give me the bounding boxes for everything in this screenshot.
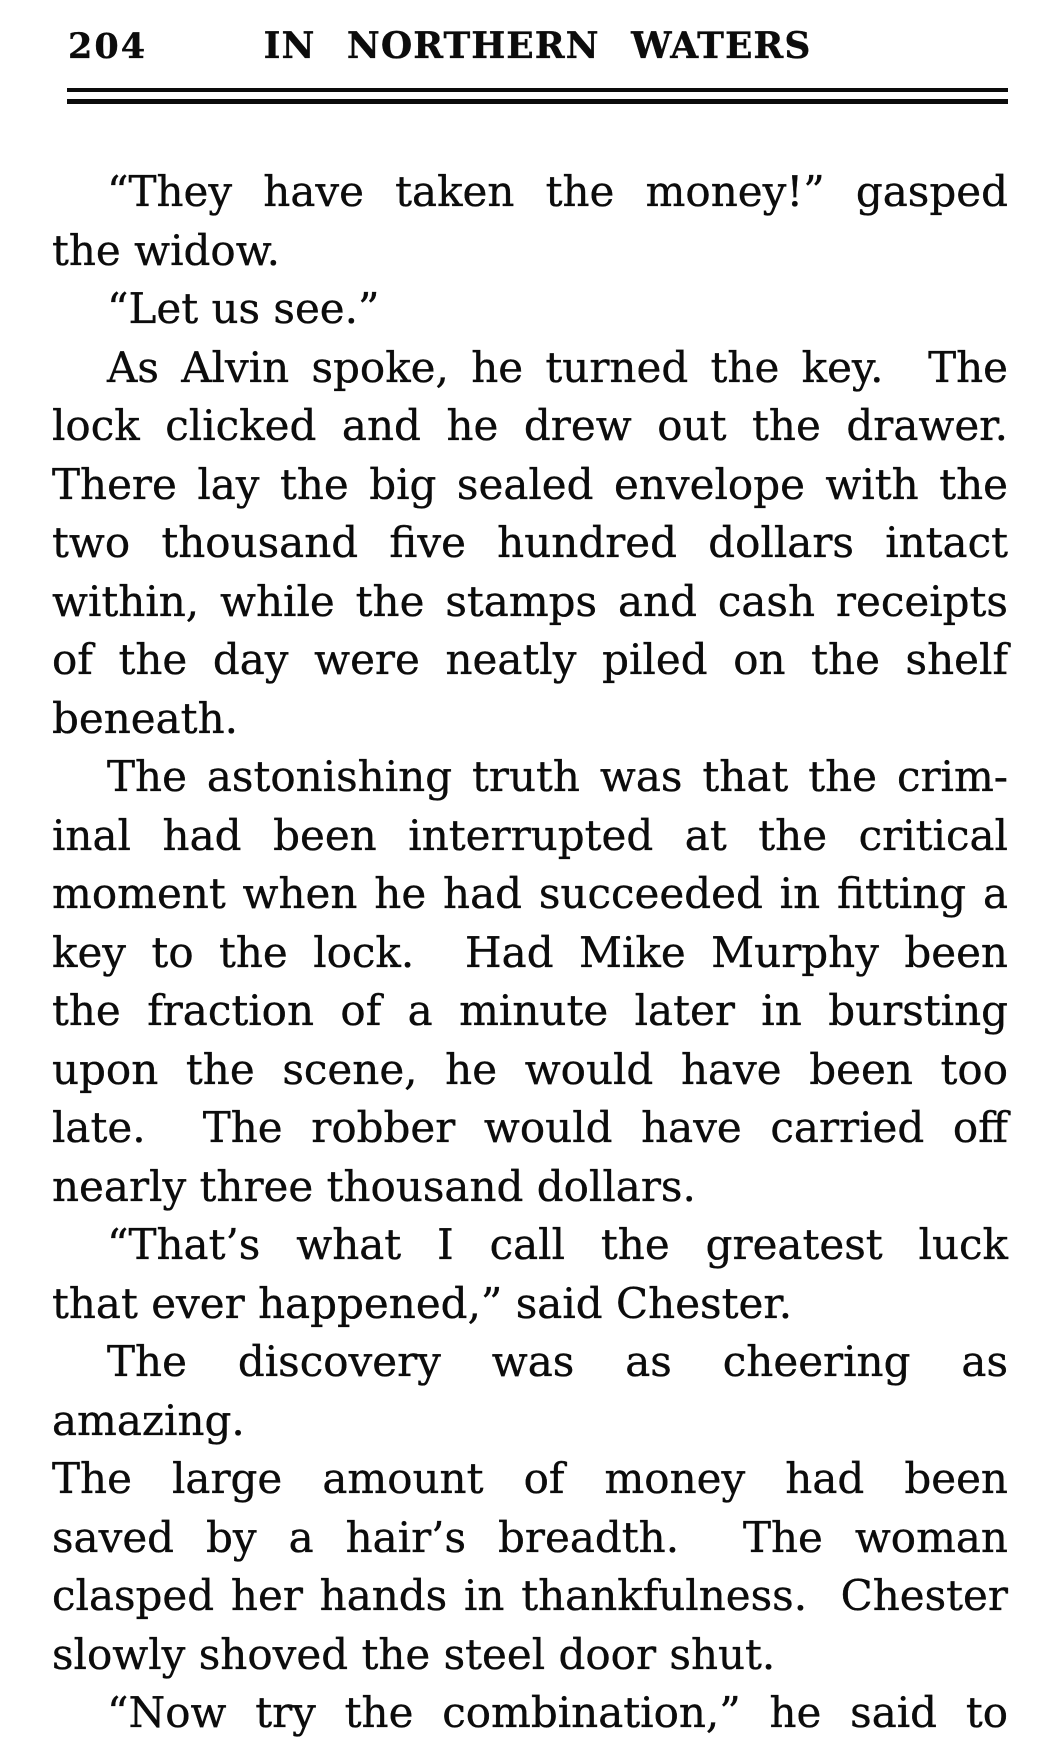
text-line: As Alvin spoke, he turned the key. The	[107, 342, 1008, 392]
text-line: the fraction of a minute later in bursting	[52, 986, 1008, 1035]
text-line: beneath.	[52, 693, 238, 743]
text-line: There lay the big sealed envelope with the	[52, 459, 1008, 509]
text-line: saved by a hair’s breadth. The woman	[52, 1512, 1008, 1562]
text-line: “Now try the combination,” he said to	[107, 1688, 1008, 1737]
text-line: moment when he had succeeded in fitting a	[52, 869, 1008, 918]
text-line: the widow.	[52, 225, 281, 275]
text-line: “Let us see.”	[107, 284, 380, 333]
page-text	[52, 163, 1022, 1743]
text-line: lock clicked and he drew out the drawer.	[52, 401, 1008, 450]
text-line: that ever happened,” said Chester.	[52, 1278, 793, 1328]
page-number: 204	[68, 26, 148, 67]
text-line: two thousand five hundred dollars intact	[52, 518, 1008, 567]
page-header	[67, 24, 1008, 70]
header-double-rule	[67, 88, 1008, 104]
text-line: of the day were neatly piled on the shelf	[52, 635, 1008, 684]
text-line: The large amount of money had been	[52, 1454, 1008, 1503]
text-line: The astonishing truth was that the crim-	[107, 752, 1008, 801]
text-line: upon the scene, he would have been too	[52, 1044, 1008, 1094]
text-line: nearly three thousand dollars.	[52, 1161, 696, 1211]
text-line: “That’s what I call the greatest luck	[107, 1220, 1008, 1269]
text-line: “They have taken the money!” gasped	[107, 167, 1008, 216]
text-line: clasped her hands in thankfulness. Chester	[52, 1571, 1008, 1620]
text-line: slowly shoved the steel door shut.	[52, 1629, 776, 1679]
text-line: key to the lock. Had Mike Murphy been	[52, 927, 1008, 977]
text-line: inal had been interrupted at the critical	[52, 810, 1008, 860]
text-line: The discovery was as cheering as amazing.	[52, 1337, 1022, 1445]
text-line: late. The robber would have carried off	[52, 1103, 1008, 1152]
running-title: IN NORTHERN WATERS	[263, 25, 812, 67]
text-line: within, while the stamps and cash receipts	[52, 576, 1008, 626]
